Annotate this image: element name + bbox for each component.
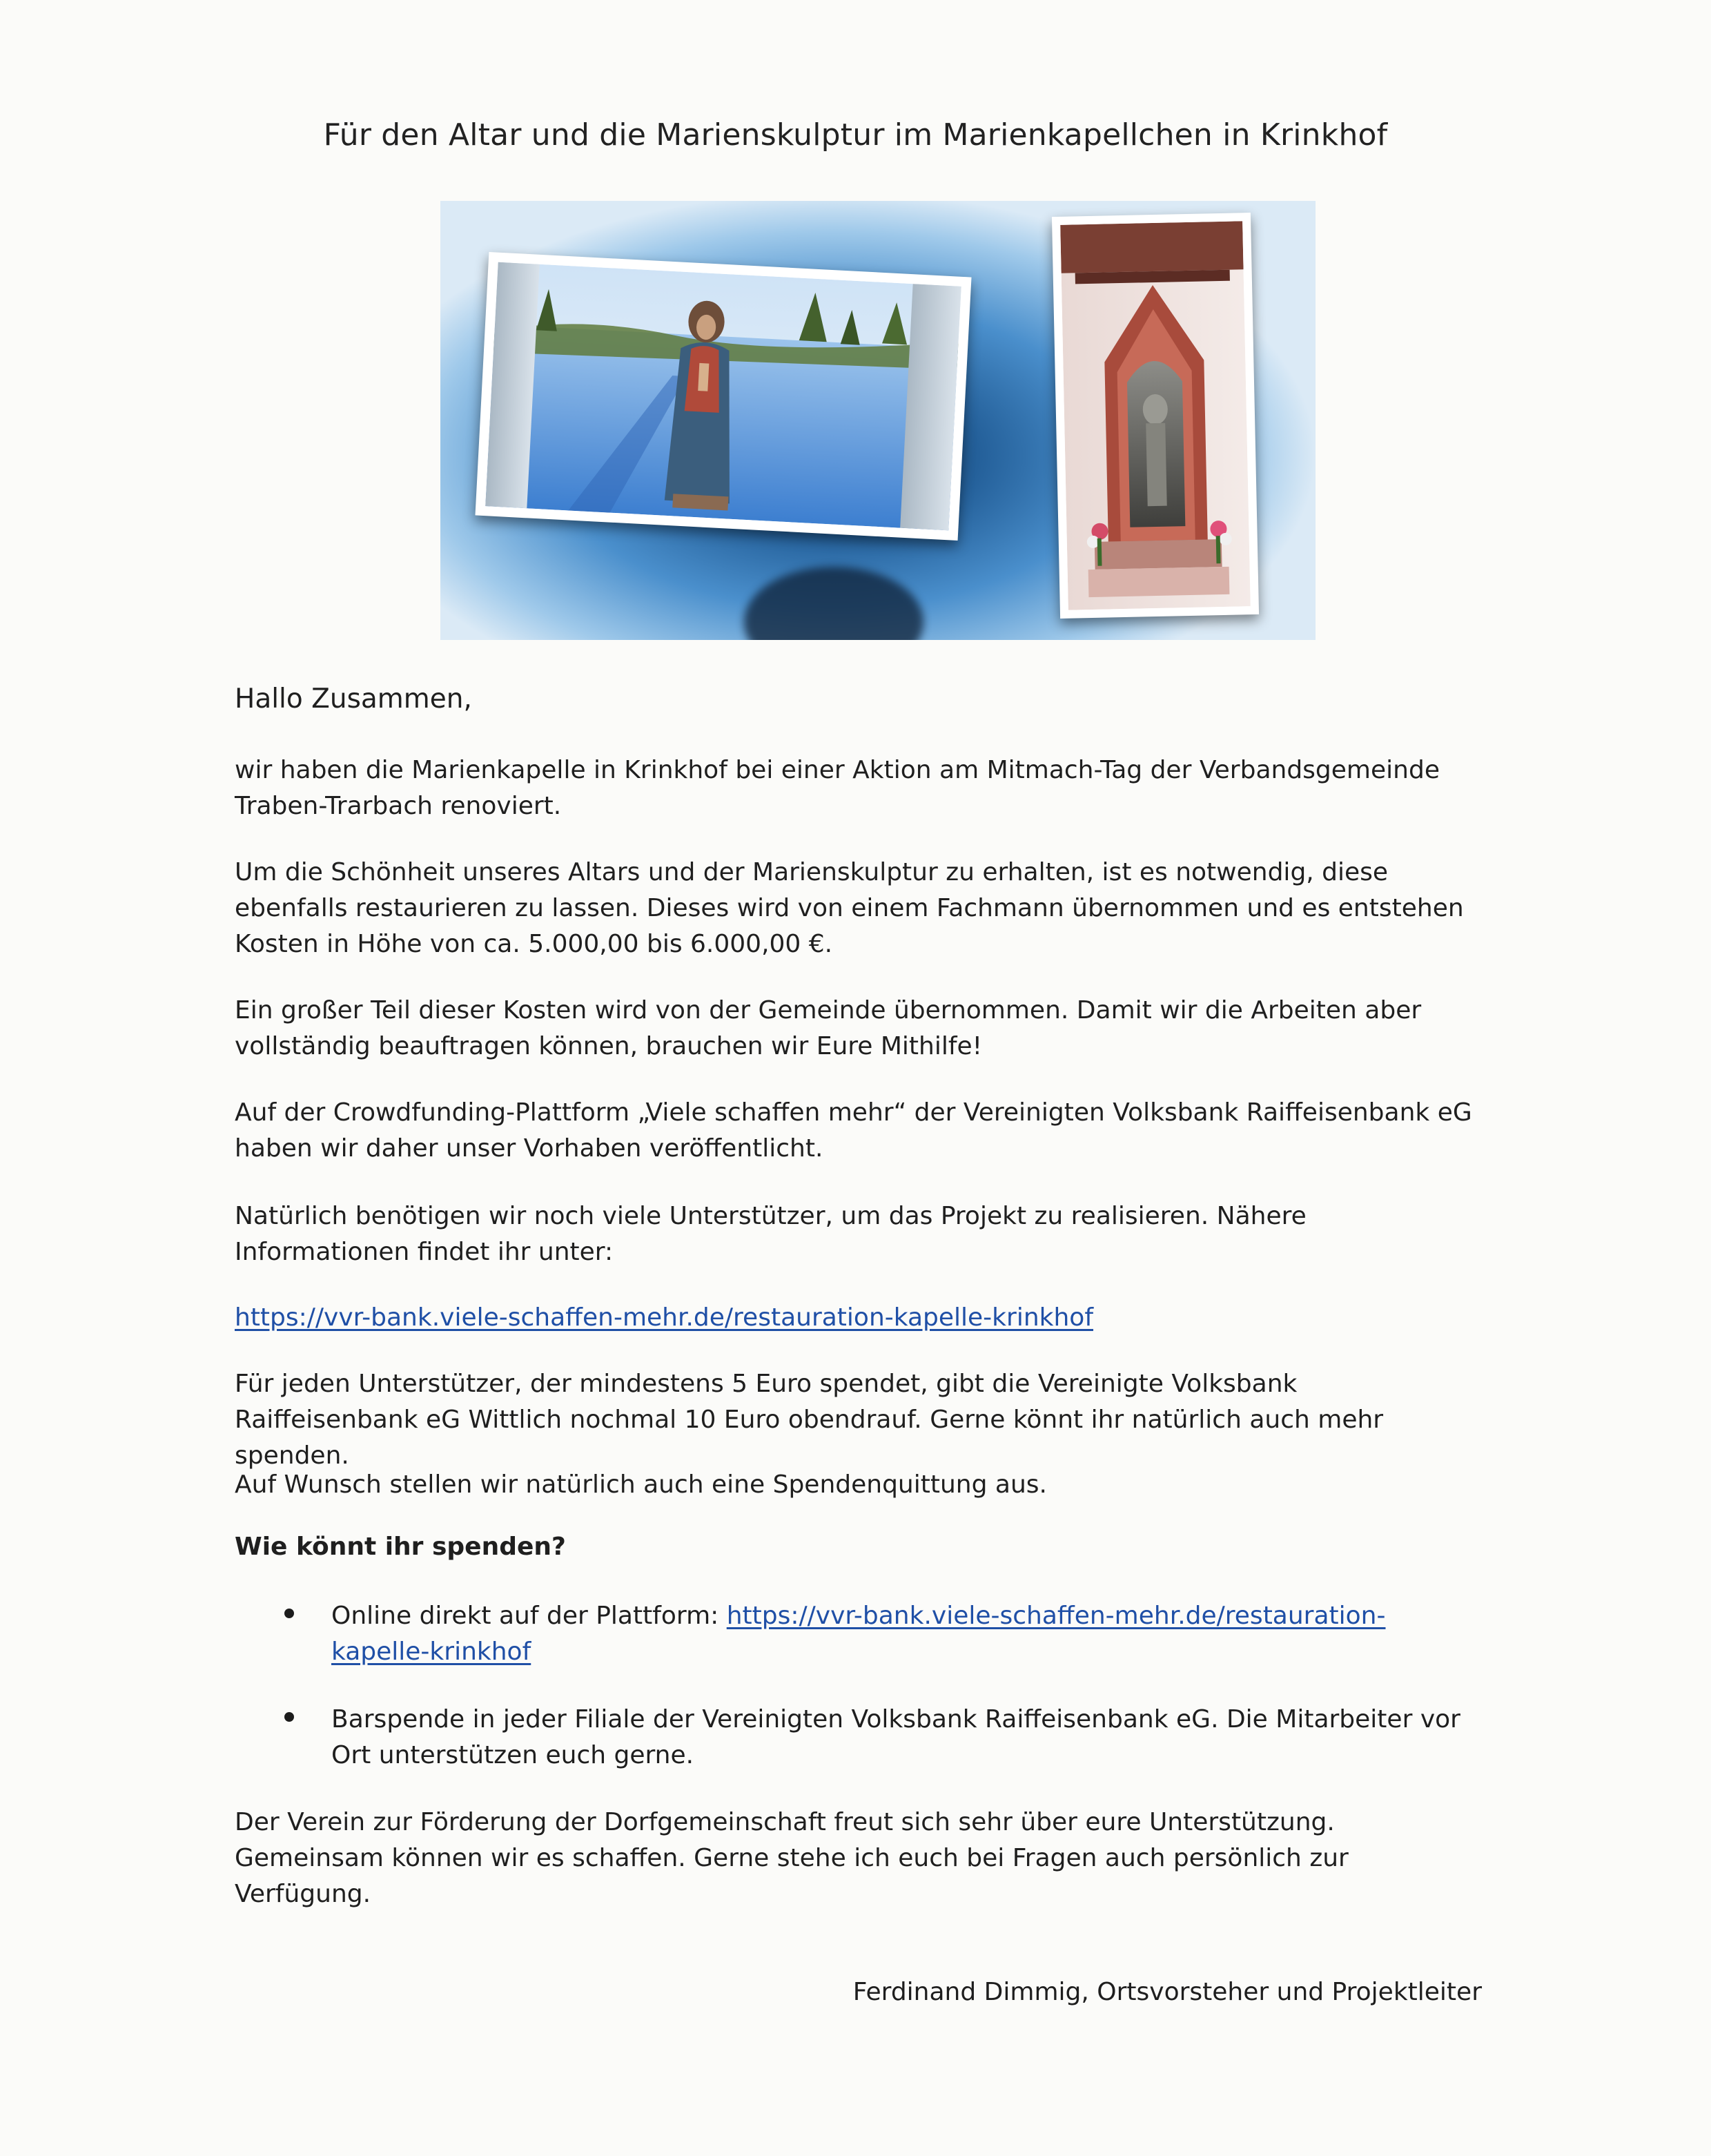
greeting: Hallo Zusammen, [235,683,472,715]
paragraph-crowdfunding: Auf der Crowdfunding-Plattform „Viele schaffen mehr“ der Vereinigten Volksbank Raiffeisenbank eG haben wir daher unser Vorhaben veröffentlicht. [235,1098,1472,1163]
project-link[interactable]: https://vvr-bank.viele-schaffen-mehr.de/restauration-kapelle-krinkhof [235,1303,1094,1332]
signature: Ferdinand Dimmig, Ortsvorsteher und Projektleiter [852,1978,1482,2006]
paragraph-closing: Der Verein zur Förderung der Dorfgemeinschaft freut sich sehr über eure Unterstützung. Gemeinsam können wir es schaffen. Gerne stehe ich euch bei Fragen auch persönlich zur Verfügung. [235,1808,1349,1908]
online-link[interactable]: https://vvr-bank.viele-schaffen-mehr.de/restauration- [726,1602,1386,1630]
paragraph-supporters: Natürlich benötigen wir noch viele Unterstützer, um das Projekt zu realisieren. Nähere Informationen findet ihr unter: [235,1202,1307,1266]
paragraph-restoration-costs: Um die Schönheit unseres Altars und der Marienskulptur zu erhalten, ist es notwendig, diese ebenfalls restaurieren zu lassen. Dieses wird von einem Fachmann übernommen und es entstehen Kosten in Höhe von ca. 5.000,00 bis 6.000,00 €. [235,858,1464,958]
page-title: Für den Altar und die Marienskulptur im Marienkapellchen in Krinkhof [323,117,1388,153]
bullet-online [331,1598,1477,1670]
paragraph-bonus: Für jeden Unterstützer, der mindestens 5 Euro spendet, gibt die Vereinigte Volksbank Raiffeisenbank eG Wittlich nochmal 10 Euro obendrauf. Gerne könnt ihr natürlich auch mehr spenden. [235,1370,1384,1470]
bullet-icon [284,1609,294,1618]
online-link-continued[interactable]: kapelle-krinkhof [331,1638,531,1666]
header-banner-image [440,201,1316,640]
bullet-icon [284,1712,294,1722]
banner-shadow [744,567,923,640]
paragraph-receipt: Auf Wunsch stellen wir natürlich auch eine Spendenquittung aus. [235,1470,1047,1499]
bullet-online-text: Online direkt auf der Plattform: [331,1602,727,1630]
altar-shrine-photo [1052,213,1259,619]
bullet-cash-donation: Barspende in jeder Filiale der Vereinigten Volksbank Raiffeisenbank eG. Die Mitarbeiter vor Ort unterstützen euch gerne. [331,1705,1460,1769]
paragraph-municipality: Ein großer Teil dieser Kosten wird von der Gemeinde übernommen. Damit wir die Arbeiten aber vollständig beauftragen können, brauchen wir Eure Mithilfe! [235,996,1422,1060]
snow-statue-photo [475,252,971,541]
donation-heading: Wie könnt ihr spenden? [235,1533,566,1561]
paragraph-renovation: wir haben die Marienkapelle in Krinkhof bei einer Aktion am Mitmach-Tag der Verbandsgemeinde Traben-Trarbach renoviert. [235,756,1440,820]
